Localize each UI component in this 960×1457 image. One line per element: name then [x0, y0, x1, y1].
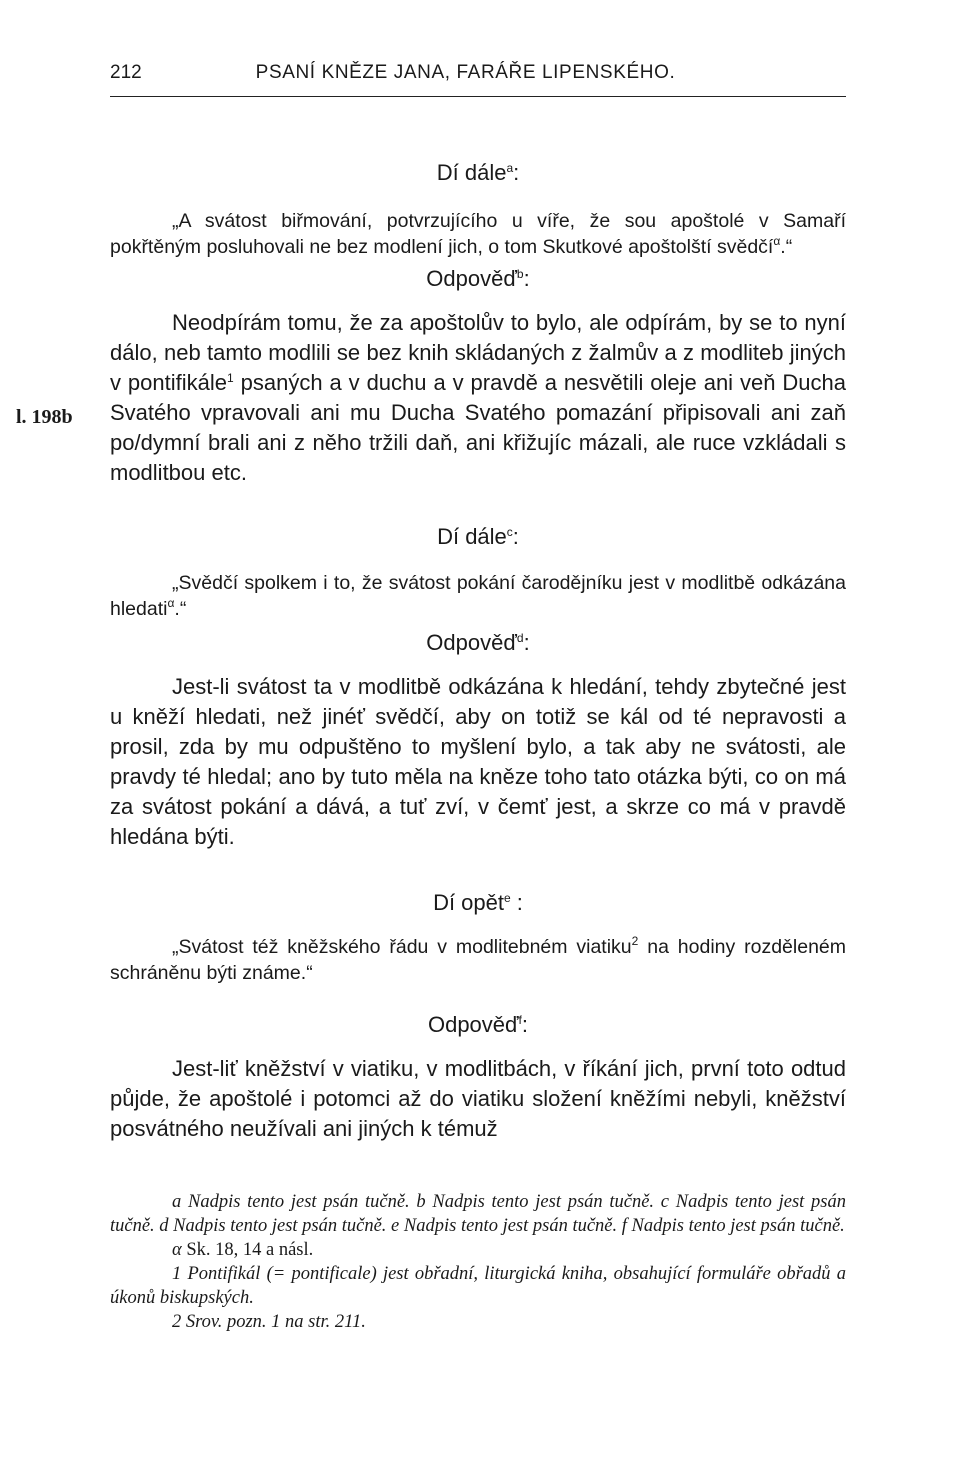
running-title: PSANÍ KNĚZE JANA, FARÁŘE LIPENSKÉHO. [255, 62, 676, 83]
body-paragraph: Jest-liť kněžství v viatiku, v modlitbách, v říkání jich, první toto odtud půjde, že apoštolé i potomci až do viatiku složení kněžími nebyli, kněžství posvátného neužívali ani jiných k témuž [110, 1056, 846, 1141]
body-paragraph: Neodpírám tomu, že za apoštolův to bylo, ale odpírám, by se to nyní dálo, neb tamto modlili se bez knih skládaných z žalmův a z modliteb jiných v pontifikále$^1$ psaných a v duchu a v pravdě a nesvětili oleje ani veň Ducha Svatého vpravovali ani mu Ducha Svatého pomazání připisovali ani zaň po/dymní brali ani z něho tržili daň, ani křižujíc mázali, ale ruce vzkládali s modlitbou etc. [110, 310, 846, 485]
section-heading: Odpověď$^b$: [426, 266, 530, 291]
section-heading: Odpověď$^f$: [427, 1012, 529, 1037]
section-heading: Dí dále$^a$: [436, 160, 520, 185]
quote-paragraph: „Svědčí spolkem i to, že svátost pokání čarodějníku jest v modlitbě odkázána hledati$^\alpha$.“ [110, 572, 846, 620]
header-rule [110, 96, 846, 97]
footnote-1: 1 Pontifikál (= pontificale) jest obřadní, liturgická kniha, obsahující formuláře obřadů a úkonů biskupských. [110, 1264, 846, 1308]
body-paragraph: Jest-li svátost ta v modlitbě odkázána k hledání, tehdy zbytečné jest u kněží hledati, než jinéť svědčí, aby on totiž se kál od té nepravosti a prosil, zda by mu odpuštěno to myšlení bylo, a tak aby ne svátosti, ale pravdy té hledal; ano by tuto měla na kněze toho tato otázka býti, co on má za svátost pokání a dává, a tuť zví, v čemť jest, a skrze co má v pravdě hledána býti. [110, 674, 846, 849]
footnotes [110, 1190, 846, 1334]
footnote-alpha: α Sk. 18, 14 a násl. [172, 1240, 314, 1260]
quote-paragraph: „A svátost biřmování, potvrzujícího u víře, že sou apoštolé v Samaří pokřtěným posluhovali ne bez modlení jich, o tom Skutkové apoštolští svědčí$^\alpha$.“ [110, 210, 846, 258]
page-number: 212 [110, 62, 142, 83]
quote-paragraph: „Svátost též kněžského řádu v modlitebném viatiku$^2$ na hodiny rozděleném schráněnu býti známe.“ [110, 934, 847, 984]
margin-folio-note: l. 198b [16, 406, 73, 428]
footnote-letters: a Nadpis tento jest psán tučně. b Nadpis tento jest psán tučně. c Nadpis tento jest psán tučně. d Nadpis tento jest psán tučně. e Nadpis tento jest psán tučně. f Nadpis tento jest psán tučně. [110, 1192, 846, 1236]
section-heading: Dí dále$^c$: [437, 524, 519, 549]
page-header [110, 62, 846, 92]
footnote-2: 2 Srov. pozn. 1 na str. 211. [172, 1312, 366, 1332]
page [16, 62, 847, 1334]
section-heading: Dí opět$^e$ : [433, 890, 523, 915]
section-heading: Odpověď$^d$: [426, 630, 530, 655]
